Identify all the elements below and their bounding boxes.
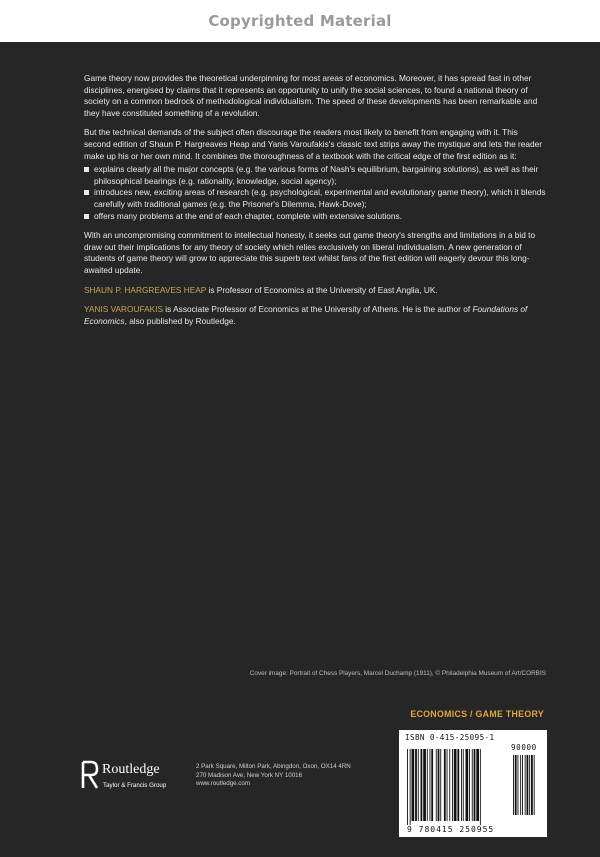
author1-name: SHAUN P. HARGREAVES HEAP <box>84 284 207 295</box>
publisher-group: Taylor & Francis Group <box>103 782 167 789</box>
intro-paragraph: Game theory now provides the theoretical underpinning for most areas of economics. Moreover, it has spread fast in other disciplines, energised by claims that it represents an opportunity to unify the social sciences, to found a national theory of society on a common bedrock of methodological individualism. The speed of these developments has been remarkable and they have constituted something of a revolution. <box>84 73 538 118</box>
publisher-name: Routledge <box>102 762 160 777</box>
third-paragraph: With an uncompromising commitment to intellectual honesty, it seeks out game theory's strengths and limitations in a bid to draw out their implications for any theory of society which relies exclusively on liberal individualism. A new generation of students of game theory will grow to appreciate this superb text whilst fans of the first edition will eagerly devour this long-awaited update. <box>84 230 536 275</box>
ean-text: 9 780415 250955 <box>407 825 495 834</box>
publisher-logo <box>80 758 186 798</box>
back-cover <box>0 42 600 857</box>
subject-category: ECONOMICS / GAME THEORY <box>410 709 544 719</box>
bullet-square-icon <box>84 190 89 195</box>
book-title: Foundations of Economics <box>84 304 528 326</box>
isbn-barcode <box>399 730 547 837</box>
feature-item: introduces new, exciting areas of research (e.g. psychological, experimental and evolutionary game theory), which it blends carefully with traditional games (e.g. the Prisoner's Dilemma, Hawk-Dove); <box>84 187 546 210</box>
cover-image-credit: Cover image: Portrait of Chess Players, Marcel Duchamp (1911), © Philadelphia Museum of Art/CORBIS <box>249 670 546 677</box>
feature-item: offers many problems at the end of each chapter, complete with extensive solutions. <box>84 211 546 223</box>
author2-bio: YANIS VAROUFAKIS is Associate Professor of Economics at the University of Athens. He is the author of Foundations of Economics, also published by Routledge. <box>84 304 528 326</box>
publisher-address: 2 Park Square, Milton Park, Abingdon, Oxon, OX14 4RN 270 Madison Ave, New York NY 10016 www.routledge.com <box>196 763 351 788</box>
routledge-r-logo-icon <box>80 760 100 790</box>
isbn-text: ISBN 0-415-25095-1 <box>405 733 495 742</box>
barcode-bars-icon <box>405 743 541 825</box>
bullet-square-icon <box>84 167 89 172</box>
author1-bio: SHAUN P. HARGREAVES HEAP is Professor of Economics at the University of East Anglia, UK. <box>84 284 438 295</box>
feature-list <box>84 164 546 222</box>
author2-name: YANIS VAROUFAKIS <box>84 304 163 315</box>
feature-item: explains clearly all the major concepts (e.g. the various forms of Nash's equilibrium, bargaining solutions), as well as their philosophical bearings (e.g. rationality, knowledge, social agency); <box>84 164 546 187</box>
bullet-square-icon <box>84 214 89 219</box>
publisher-website: www.routledge.com <box>196 780 250 788</box>
second-paragraph: But the technical demands of the subject often discourage the readers most likely to benefit from engaging with it. This second edition of Shaun P. Hargreaves Heap and Yanis Varoufakis's classic text strips away the mystique and lets the reader make up his or her own mind. It combines the thoroughness of a textbook with the critical edge of the first edition as it: <box>84 127 543 161</box>
blurb-text <box>84 73 546 335</box>
copyright-watermark: Copyrighted Material <box>208 12 392 30</box>
price-code: 90000 <box>511 743 537 752</box>
